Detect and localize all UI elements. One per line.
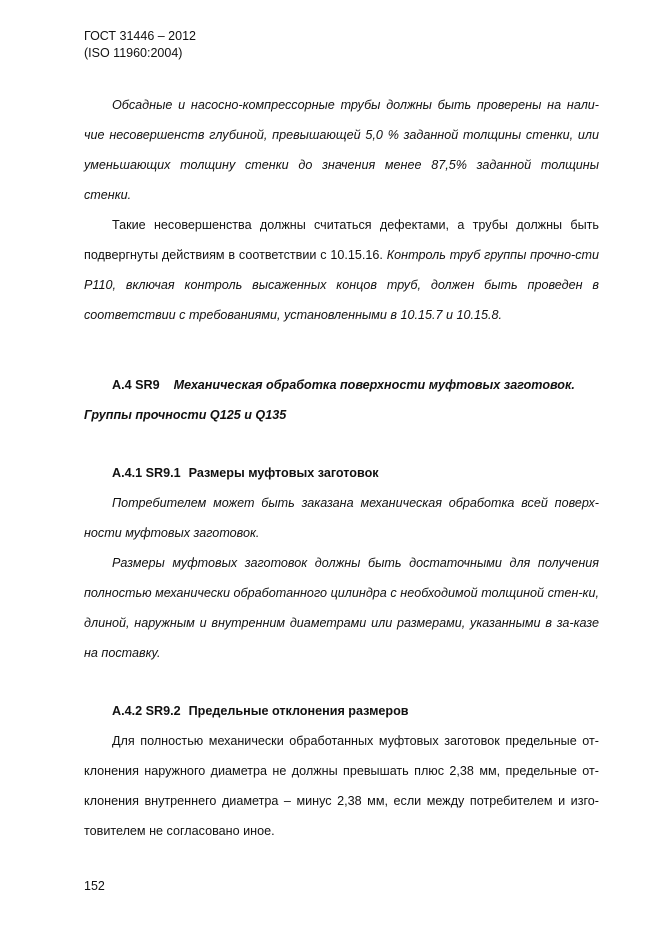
page-number: 152 bbox=[84, 879, 105, 893]
heading-a4-sr9-text: Механическая обработка поверхности муфтовых заготовок. Группы прочности Q125 и Q135 bbox=[84, 378, 575, 422]
paragraph-defects-italic: Контроль труб группы прочно-сти Р110, включая контроль высаженных концов труб, должен быть проведен в соответствии с требованиями, установленными в 10.15.7 и 10.15.8. bbox=[84, 248, 599, 322]
heading-a41-sr91-text: Размеры муфтовых заготовок bbox=[188, 466, 379, 480]
header-standard-iso: (ISO 11960:2004) bbox=[84, 46, 183, 60]
heading-a42-sr92-number: А.4.2 SR9.2 bbox=[112, 704, 181, 718]
heading-a41-sr91 bbox=[84, 458, 599, 488]
spacer-before-section-a4 bbox=[84, 330, 599, 370]
spacer-before-section-a42 bbox=[84, 668, 599, 696]
heading-a42-sr92 bbox=[84, 696, 599, 726]
heading-a42-sr92-text: Предельные отклонения размеров bbox=[188, 704, 409, 718]
paragraph-defects bbox=[84, 210, 599, 330]
paragraph-inspection-requirements: Обсадные и насосно-компрессорные трубы должны быть проверены на нали-чие несовершенств глубиной, превышающей 5,0 % заданной толщины стенки, или уменьшающих толщину стенки до значения менее 87,5% заданной толщины стенки. bbox=[84, 98, 599, 202]
page-header bbox=[84, 28, 599, 62]
header-standard-number: ГОСТ 31446 – 2012 bbox=[84, 29, 196, 43]
spacer-before-section-a41 bbox=[84, 430, 599, 458]
paragraph-coupling-dimensions: Размеры муфтовых заготовок должны быть достаточными для получения полностью механически обработанного цилиндра с необходимой толщиной стен-ки, длиной, наружным и внутренним диаметрами или размерами, указанными в за-казе на поставку. bbox=[84, 556, 599, 660]
paragraph-defects-plain: Такие несовершенства должны считаться дефектами, а трубы должны быть подвергнуты действиям в соответствии с 10.15.16. bbox=[84, 218, 599, 262]
heading-a4-sr9-number: А.4 SR9 bbox=[112, 378, 160, 392]
paragraph-tolerances: Для полностью механически обработанных муфтовых заготовок предельные от-клонения наружного диаметра не должны превышать плюс 2,38 мм, предельные от-клонения внутреннего диаметра – минус 2,38 мм, если между потребителем и изго-товителем не согласовано иное. bbox=[84, 734, 599, 838]
heading-a4-sr9 bbox=[84, 370, 599, 430]
paragraph-machining-order: Потребителем может быть заказана механическая обработка всей поверх-ности муфтовых заготовок. bbox=[84, 496, 599, 540]
heading-a41-sr91-number: А.4.1 SR9.1 bbox=[112, 466, 181, 480]
